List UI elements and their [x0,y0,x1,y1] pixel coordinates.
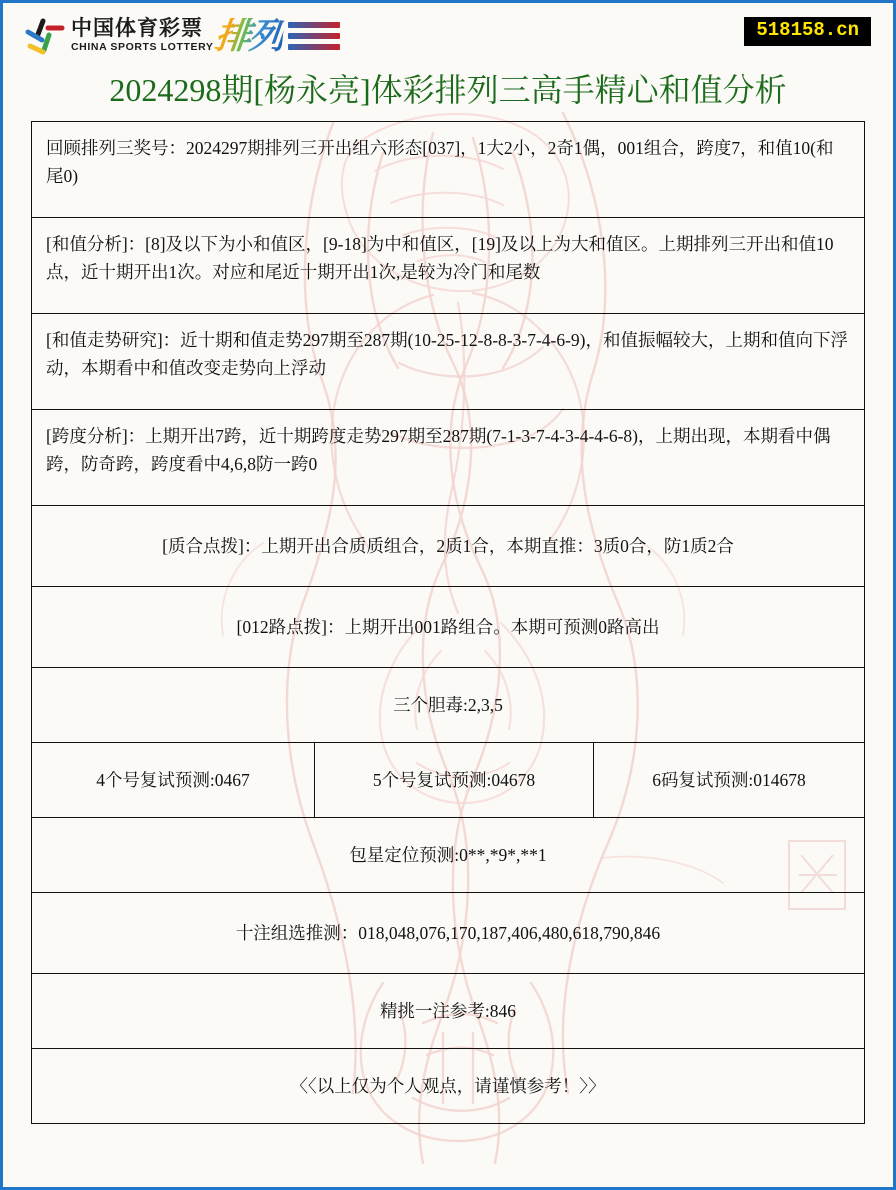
table-row [32,506,864,587]
row-prime-composite: [质合点拨]：上期开出合质质组合，2质1合，本期直推：3质0合，防1质2合 [162,535,734,556]
page-title: 2024298期[杨永亮]体彩排列三高手精心和值分析 [109,72,787,108]
site-header [3,3,893,63]
logo-english-name: CHINA SPORTS LOTTERY [71,41,214,54]
table-row [32,587,864,668]
site-url-badge: 518158.cn [744,17,871,46]
table-row [32,410,864,506]
logo-wordmark [71,18,213,54]
table-row [32,314,864,410]
table-row [32,122,864,218]
lottery-emblem-icon [25,15,67,57]
row-single-pick: 精挑一注参考:846 [379,1000,517,1021]
cell-5-number-forecast: 5个号复试预测:04678 [315,743,594,817]
analysis-table [31,121,865,1124]
pailie-characters: 排列 [213,15,286,56]
row-ten-group-forecast: 十注组选推测：018,048,076,170,187,406,480,618,790,846 [235,922,661,943]
china-sports-lottery-logo [25,13,340,59]
row-sum-trend: [和值走势研究]：近十期和值走势297期至287期(10-25-12-8-8-3-7-4-6-9)，和值振幅较大，上期和值向下浮动，本期看中和值改变走势向上浮动 [46,330,849,379]
table-row-compound [32,743,864,818]
table-row [32,218,864,314]
table-row [32,818,864,893]
row-review: 回顾排列三奖号：2024297期排列三开出组六形态[037]，1大2小，2奇1偶，001组合，跨度7，和值10(和尾0) [46,138,834,187]
row-sum-analysis: [和值分析]：[8]及以下为小和值区，[9-18]为中和值区，[19]及以上为大和值区。上期排列三开出和值10点，近十期开出1次。对应和尾近十期开出1次,是较为冷门和尾数 [46,234,834,283]
pailie-san-wordmark [215,13,339,59]
row-span-analysis: [跨度分析]：上期开出7跨，近十期跨度走势297期至287期(7-1-3-7-4-3-4-4-6-8)，上期出现，本期看中偶跨，防奇跨，跨度看中4,6,8防一跨0 [46,426,831,475]
san-three-bars-icon [288,22,340,50]
table-row [32,1049,864,1124]
table-row [32,668,864,743]
logo-chinese-name: 中国体育彩票 [71,17,203,41]
row-three-bold: 三个胆毒:2,3,5 [393,694,503,715]
cell-6-number-forecast: 6码复试预测:014678 [652,769,806,790]
row-disclaimer: 〈〈以上仅为个人观点，请谨慎参考！〉〉 [290,1075,606,1096]
row-position-forecast: 包星定位预测:0**,*9*,**1 [349,844,547,865]
row-road-012: [012路点拨]：上期开出001路组合。本期可预测0路高出 [236,616,660,637]
table-row [32,893,864,974]
table-row [32,974,864,1049]
cell-4-number-forecast: 4个号复试预测:0467 [32,743,315,817]
